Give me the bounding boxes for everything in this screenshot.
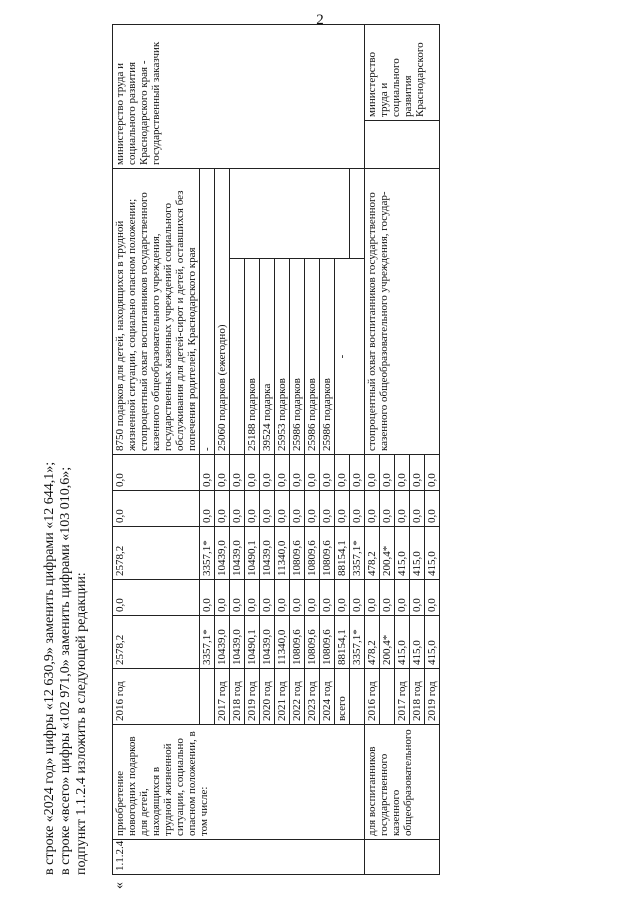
program-table (112, 24, 440, 875)
year-cell: 2016 год (113, 669, 200, 725)
responsible-cell: министерство труда и социального развития Краснодарского (365, 24, 440, 120)
subitem-name: для воспитанников государственного казенного общеобразовательного (365, 725, 440, 840)
table-row: для воспитанников государственного казенного общеобразовательного 2016 год 478,2 0,0 478,2 0,0 0,0 стопроцентный охват воспитанников государственного казенного общеобразовательного учреждения, государ- министерство труда и социального развития Краснодарского (365, 24, 380, 874)
other-cell: 0,0 (113, 455, 200, 491)
intro-line: в строке «2024 год» цифры «12 630,9» заменить цифрами «12 644,1»; (42, 461, 57, 875)
result-cell: - (200, 168, 215, 454)
result-cell: 25188 подарков (245, 259, 260, 455)
intro-text (40, 25, 112, 875)
item-name: приобретение новогодних подарков для детей, находящихся в трудной жизненной ситуации, социально опасном положении, в том числе: (113, 725, 365, 840)
responsible-cell: министерство труда и социального развития Краснодарского края - государственный заказчик (113, 24, 365, 168)
table-row: 2018 год 10439,0 0,0 10439,0 0,0 0,0 (230, 24, 245, 874)
result-cell: 8750 подарков для детей, находящихся в трудной жизненной ситуации, социально опасном положении; стопроцентный охват воспитанников государственного казенного общеобразовательного учреждения, государственных казенных учреждений социального обслуживания для детей-сирот и детей, оставшихся без попечения родителей, Краснодарского края (113, 168, 200, 454)
result-cell: - (335, 259, 365, 455)
table-row: 200,4* 0,0 200,4* 0,0 0,0 (380, 24, 395, 874)
page-number: 2 (316, 12, 324, 28)
table-row: 2017 год 10439,0 0,0 10439,0 0,0 0,0 25060 подарков (ежегодно) (215, 24, 230, 874)
total-cell: 2578,2 (113, 616, 200, 669)
table-row: 2020 год 10439,0 0,0 10439,0 0,0 0,0 39524 подарка (260, 24, 275, 874)
table-row: 3357,1* 0,0 3357,1* 0,0 0,0 (350, 24, 365, 874)
table-row: 2024 год 10809,6 0,0 10809,6 0,0 0,0 25986 подарков (320, 24, 335, 874)
table-row: 2017 год 415,0 0,0 415,0 0,0 0,0 (395, 24, 410, 874)
federal-cell: 0,0 (113, 580, 200, 616)
table-row: 2018 год 415,0 0,0 415,0 0,0 0,0 (410, 24, 425, 874)
table-row (113, 24, 200, 874)
table-row: 2023 год 10809,6 0,0 10809,6 0,0 0,0 25986 подарков (305, 24, 320, 874)
result-cell: 25986 подарков (305, 259, 320, 455)
intro-line: в строке «всего» цифры «102 971,0» заменить цифрами «103 010,6»; (58, 466, 73, 875)
result-cell: 25953 подарков (275, 259, 290, 455)
intro-line: подпункт 1.1.2.4 изложить в следующей редакции: (74, 572, 89, 875)
table-row: 3357,1* 0,0 3357,1* 0,0 0,0 - (200, 24, 215, 874)
open-quote: « (112, 882, 127, 889)
table-row: 2022 год 10809,6 0,0 10809,6 0,0 0,0 25986 подарков (290, 24, 305, 874)
table-row: 2021 год 11340,0 0,0 11340,0 0,0 0,0 25953 подарков (275, 24, 290, 874)
table-row: всего 88154,1 0,0 88154,1 0,0 0,0 - (335, 24, 350, 874)
regional-cell: 2578,2 (113, 527, 200, 580)
result-cell: 25986 подарков (320, 259, 335, 455)
result-cell: 39524 подарка (260, 259, 275, 455)
result-cell: 25060 подарков (ежегодно) (215, 168, 230, 454)
result-cell: 25986 подарков (290, 259, 305, 455)
result-cell: стопроцентный охват воспитанников государственного казенного общеобразовательного учреждения, государ- (365, 168, 440, 454)
local-cell: 0,0 (113, 491, 200, 527)
table-row: 2019 год 10490,1 0,0 10490,1 0,0 0,0 25188 подарков (245, 24, 260, 874)
rotated-page-content (40, 25, 570, 889)
item-code: 1.1.2.4 (113, 840, 365, 875)
table-row: 2019 год 415,0 0,0 415,0 0,0 0,0 (425, 24, 440, 874)
